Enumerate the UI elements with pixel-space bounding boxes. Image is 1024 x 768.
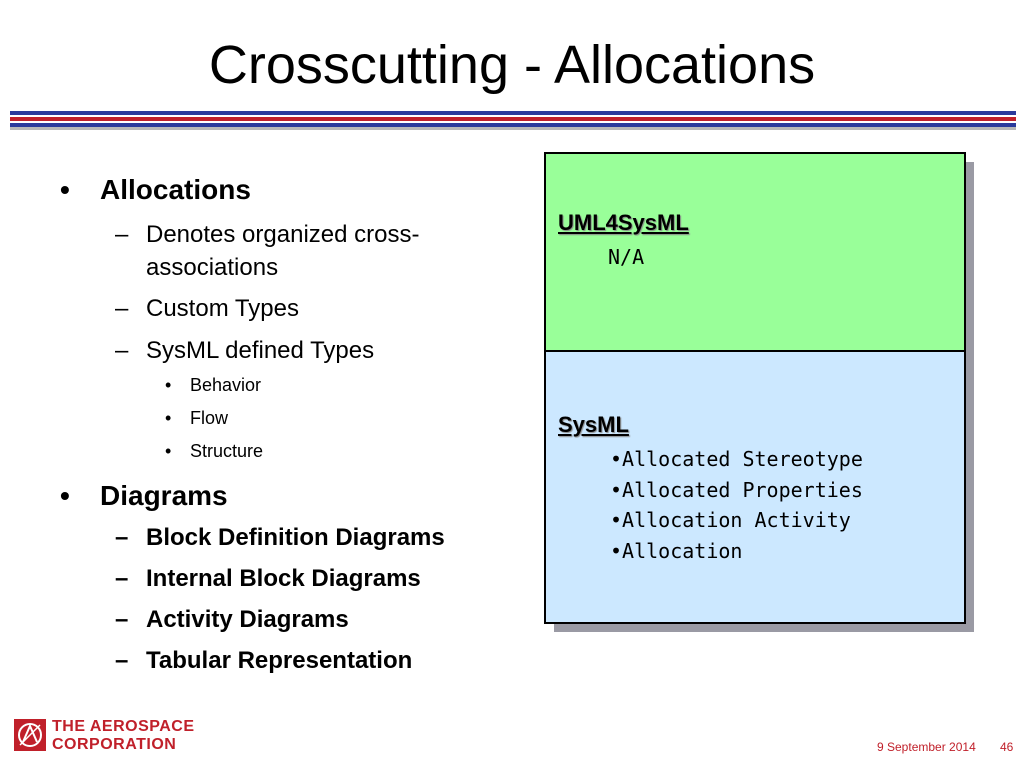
sub-item: Tabular Representation xyxy=(146,647,413,674)
sysml-panel xyxy=(546,352,964,622)
logo-line-1: THE AEROSPACE xyxy=(52,718,195,735)
logo-line-2: CORPORATION xyxy=(52,736,177,753)
sub-item: Block Definition Diagrams xyxy=(146,524,445,551)
dash-marker: – xyxy=(115,606,129,633)
sub-sub-item: Structure xyxy=(190,441,264,461)
bullet-allocations: Allocations xyxy=(100,174,251,205)
sub-item: Custom Types xyxy=(146,295,299,322)
sysml-item: •Allocated Properties xyxy=(610,478,863,502)
bullet-marker: • xyxy=(60,480,70,511)
bullet-marker: • xyxy=(60,174,70,205)
bullet-diagrams: Diagrams xyxy=(100,480,228,511)
sub-item-continuation: associations xyxy=(146,254,279,281)
uml4sysml-panel xyxy=(546,154,964,352)
dash-marker: – xyxy=(115,221,129,248)
uml4sysml-value: N/A xyxy=(608,245,645,269)
sysml-item: •Allocation xyxy=(610,539,743,563)
page-number: 46 xyxy=(1000,740,1014,754)
dash-marker: – xyxy=(115,337,129,364)
bullet-marker-small: • xyxy=(165,408,172,428)
uml4sysml-heading: UML4SysML xyxy=(558,210,689,235)
sub-sub-item: Flow xyxy=(190,408,229,428)
dash-marker: – xyxy=(115,295,129,322)
sub-item: Denotes organized cross- xyxy=(146,221,420,248)
sub-item: Activity Diagrams xyxy=(146,606,349,633)
aerospace-logo-icon xyxy=(14,719,46,751)
sysml-heading: SysML xyxy=(558,412,629,437)
bullet-marker-small: • xyxy=(165,441,172,461)
slide-title: Crosscutting - Allocations xyxy=(208,35,816,95)
sysml-item: •Allocated Stereotype xyxy=(610,447,863,471)
dash-marker: – xyxy=(115,647,129,674)
dash-marker: – xyxy=(115,565,129,592)
allocation-box xyxy=(544,152,966,624)
footer-date: 9 September 2014 xyxy=(877,740,976,754)
sysml-item: •Allocation Activity xyxy=(610,508,851,532)
sub-sub-item: Behavior xyxy=(190,375,262,395)
sub-item: Internal Block Diagrams xyxy=(146,565,421,592)
sub-item: SysML defined Types xyxy=(146,337,375,364)
bullet-marker-small: • xyxy=(165,375,172,395)
dash-marker: – xyxy=(115,524,129,551)
header-stripe-shadow xyxy=(10,127,1016,130)
